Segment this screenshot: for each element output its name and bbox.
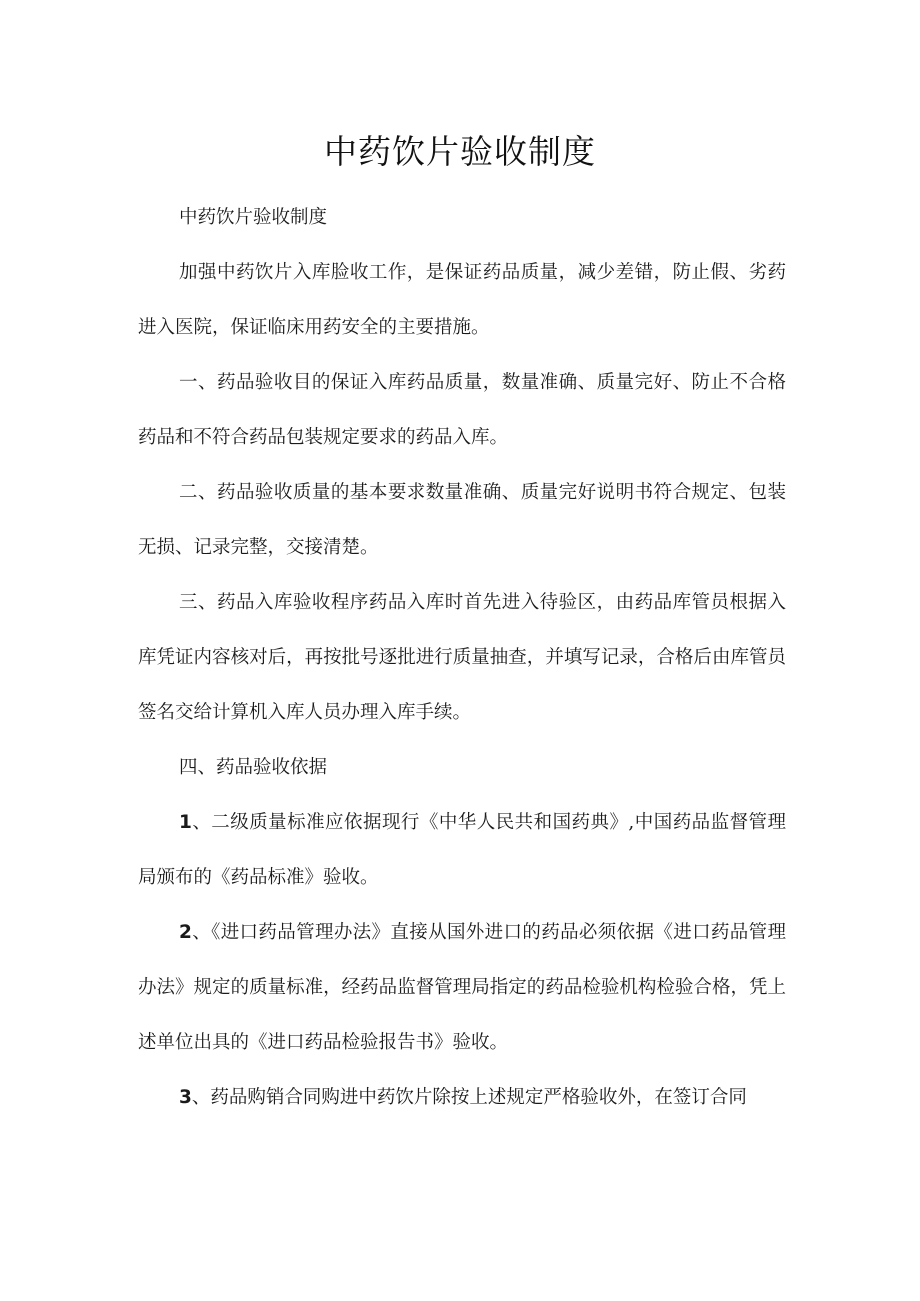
- item-text: 、药品购销合同购进中药饮片除按上述规定严格验收外，在签订合同: [191, 1087, 747, 1108]
- item-number: 2: [179, 922, 192, 943]
- section-paragraph: 一、药品验收目的保证入库药品质量，数量准确、质量完好、防止不合格药品和不符合药品包装规定要求的药品入库。: [138, 372, 786, 448]
- numbered-item: [138, 1070, 786, 1125]
- item-number: 1: [179, 812, 192, 833]
- numbered-item: [138, 795, 786, 905]
- section-paragraph: 二、药品验收质量的基本要求数量准确、质量完好说明书符合规定、包装无损、记录完整，交接清楚。: [138, 482, 786, 558]
- document-subtitle: 中药饮片验收制度: [179, 207, 328, 228]
- item-number: 3: [179, 1087, 192, 1108]
- intro-paragraph: 加强中药饮片入库脸收工作，是保证药品质量，减少差错，防止假、劣药进入医院，保证临床用药安全的主要措施。: [138, 262, 786, 338]
- document-body: [138, 190, 786, 1125]
- document-title: 中药饮片验收制度: [324, 132, 596, 171]
- numbered-item: [138, 905, 786, 1070]
- item-text: 、二级质量标准应依据现行《中华人民共和国药典》,中国药品监督管理局颁布的《药品标准》验收。: [138, 812, 786, 888]
- section-heading: 四、药品验收依据: [179, 757, 328, 778]
- item-text: 、《进口药品管理办法》直接从国外进口的药品必须依据《进口药品管理办法》规定的质量标准，经药品监督管理局指定的药品检验机构检验合格，凭上述单位出具的《进口药品检验报告书》验收。: [138, 922, 786, 1053]
- section-paragraph: 三、药品入库验收程序药品入库时首先进入待验区，由药品库管员根据入库凭证内容核对后，再按批号逐批进行质量抽查，并填写记录，合格后由库管员签名交给计算机入库人员办理入库手续。: [138, 592, 786, 723]
